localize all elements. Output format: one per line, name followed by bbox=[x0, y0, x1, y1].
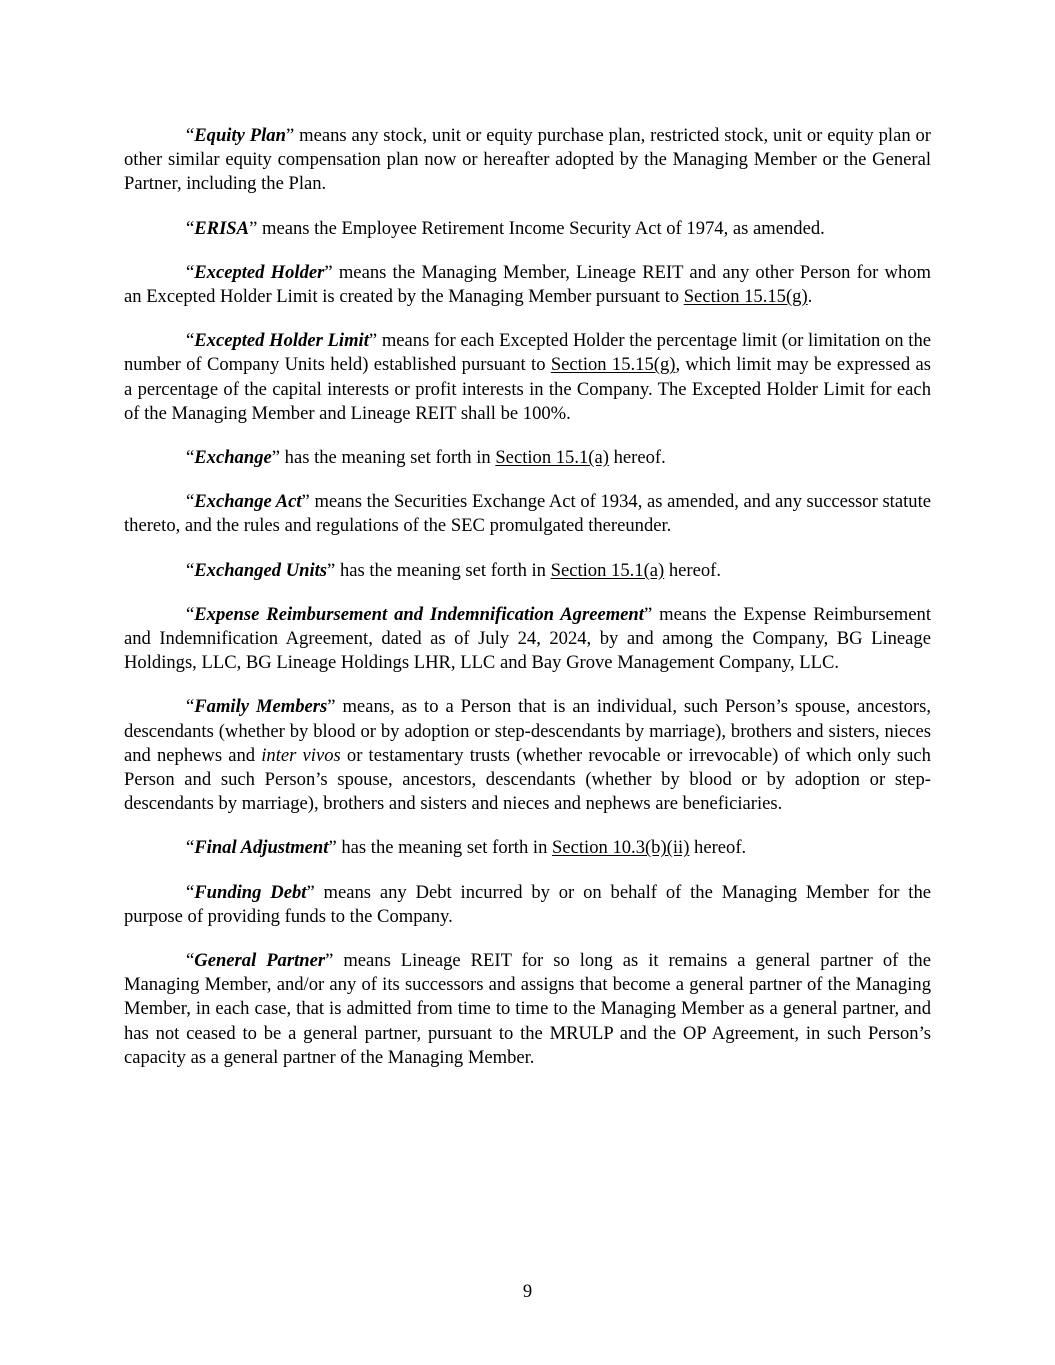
definition-text: means Lineage REIT for so long as it remains a general partner of the Managing Member, and/or any of its successors and assigns that become a general partner of the Managing Member, in each case, that is admitted from time to time to the Managing Member as a general partner, and has not ceased to be a general partner, pursuant to the MRULP and the OP Agreement, in such Person’s capacity as a general partner of the Managing Member. bbox=[124, 950, 931, 1068]
definition-exchange: “Exchange” has the meaning set forth in Section 15.1(a) hereof. bbox=[186, 447, 666, 469]
section-reference: Section 15.15(g) bbox=[550, 354, 676, 376]
definition-text: means the Expense Reimbursement and Indemnification Agreement, dated as of July 24, 2024, by and among the Company, BG Lineage Holdings, LLC, BG Lineage Holdings LHR, LLC and Bay Grove Management Company, LLC. bbox=[124, 603, 931, 674]
document-page bbox=[124, 124, 931, 1090]
section-reference: Section 15.1(a) bbox=[550, 559, 665, 581]
definition-text: has the meaning set forth in bbox=[335, 559, 551, 581]
section-reference: Section 10.3(b)(ii) bbox=[552, 837, 690, 859]
definition-exchanged-units: “Exchanged Units” has the meaning set forth in Section 15.1(a) hereof. bbox=[186, 559, 722, 581]
definition-erisa: “ERISA” means the Employee Retirement Income Security Act of 1974, as amended. bbox=[186, 217, 825, 239]
defined-term: Excepted Holder Limit bbox=[194, 330, 369, 352]
definition-excepted-holder: “Excepted Holder” means the Managing Member, Lineage REIT and any other Person for whom an Excepted Holder Limit is created by the Managing Member pursuant to Section 15.15(g). bbox=[124, 261, 932, 308]
defined-term: Exchanged Units bbox=[194, 559, 328, 581]
defined-term: General Partner bbox=[194, 950, 326, 972]
definition-text: means, as to a Person that is an individual, such Person’s spouse, ancestors, descendants (whether by blood or by adoption or step-descendants by marriage), brothers and sisters, nieces and nephews and bbox=[124, 696, 931, 766]
definition-general-partner: “General Partner” means Lineage REIT for so long as it remains a general partner of the Managing Member, and/or any of its successors and assigns that become a general partner of the Managing Member, in each case, that is admitted from time to time to the Managing Member as a general partner, and has not ceased to be a general partner, pursuant to the MRULP and the OP Agreement, in such Person’s capacity as a general partner of the Managing Member. bbox=[124, 950, 931, 1068]
definition-text: means for each Excepted Holder the percentage limit (or limitation on the number of Company Units held) established pursuant to bbox=[124, 330, 931, 376]
definition-expense-reimbursement-agreement: “Expense Reimbursement and Indemnification Agreement” means the Expense Reimbursement and Indemnification Agreement, dated as of July 24, 2024, by and among the Company, BG Lineage Holdings, LLC, BG Lineage Holdings LHR, LLC and Bay Grove Management Company, LLC. bbox=[124, 603, 931, 674]
defined-term: Excepted Holder bbox=[194, 261, 325, 283]
definition-funding-debt: “Funding Debt” means any Debt incurred by or on behalf of the Managing Member for the purpose of providing funds to the Company. bbox=[124, 881, 931, 927]
defined-term: Expense Reimbursement and Indemnification Agreement bbox=[194, 603, 644, 625]
definition-text: means the Employee Retirement Income Security Act of 1974, as amended. bbox=[257, 217, 825, 239]
definition-exchange-act: “Exchange Act” means the Securities Exchange Act of 1934, as amended, and any successor statute thereto, and the rules and regulations of the SEC promulgated thereunder. bbox=[124, 491, 931, 537]
defined-term: ERISA bbox=[194, 217, 250, 239]
defined-term: Equity Plan bbox=[194, 125, 286, 146]
definition-text: means any stock, unit or equity purchase plan, restricted stock, unit or equity plan or other similar equity compensation plan now or hereafter adopted by the Managing Member or the General Partner, including the Plan. bbox=[124, 125, 931, 195]
section-reference: Section 15.1(a) bbox=[495, 447, 609, 469]
page-number: 9 bbox=[522, 1281, 533, 1302]
definition-text: has the meaning set forth in bbox=[280, 447, 496, 469]
definition-text: has the meaning set forth in bbox=[336, 837, 553, 859]
defined-term: Family Members bbox=[194, 696, 328, 718]
defined-term: Funding Debt bbox=[194, 881, 307, 903]
section-reference: Section 15.15(g) bbox=[683, 286, 808, 308]
definition-excepted-holder-limit: “Excepted Holder Limit” means for each Excepted Holder the percentage limit (or limitation on the number of Company Units held) established pursuant to Section 15.15(g), which limit may be expressed as a percentage of the capital interests or profit interests in the Company. The Excepted Holder Limit for each of the Managing Member and Lineage REIT shall be 100%. bbox=[124, 330, 931, 424]
definition-equity-plan: “Equity Plan” means any stock, unit or equity purchase plan, restricted stock, unit or equity plan or other similar equity compensation plan now or hereafter adopted by the Managing Member or the General Partner, including the Plan. bbox=[124, 125, 931, 195]
italic-phrase: inter vivos bbox=[261, 744, 341, 766]
definition-text: means the Securities Exchange Act of 1934, as amended, and any successor statute thereto, and the rules and regulations of the SEC promulgated thereunder. bbox=[124, 491, 931, 537]
defined-term: Final Adjustment bbox=[194, 837, 329, 859]
definition-text: means any Debt incurred by or on behalf of the Managing Member for the purpose of providing funds to the Company. bbox=[124, 881, 931, 927]
definition-family-members: “Family Members” means, as to a Person that is an individual, such Person’s spouse, ancestors, descendants (whether by blood or by adoption or step-descendants by marriage), brothers and sisters, nieces and nephews and inter vivos or testamentary trusts (whether revocable or irrevocable) of which only such Person and such Person’s spouse, ancestors, descendants (whether by blood or by adoption or step-descendants by marriage), brothers and sisters and nieces and nephews are beneficiaries. bbox=[124, 696, 931, 815]
definition-final-adjustment: “Final Adjustment” has the meaning set forth in Section 10.3(b)(ii) hereof. bbox=[186, 837, 747, 859]
defined-term: Exchange bbox=[194, 447, 272, 469]
definition-text: means the Managing Member, Lineage REIT and any other Person for whom an Excepted Holder Limit is created by the Managing Member pursuant to bbox=[124, 261, 932, 308]
defined-term: Exchange Act bbox=[194, 491, 302, 513]
